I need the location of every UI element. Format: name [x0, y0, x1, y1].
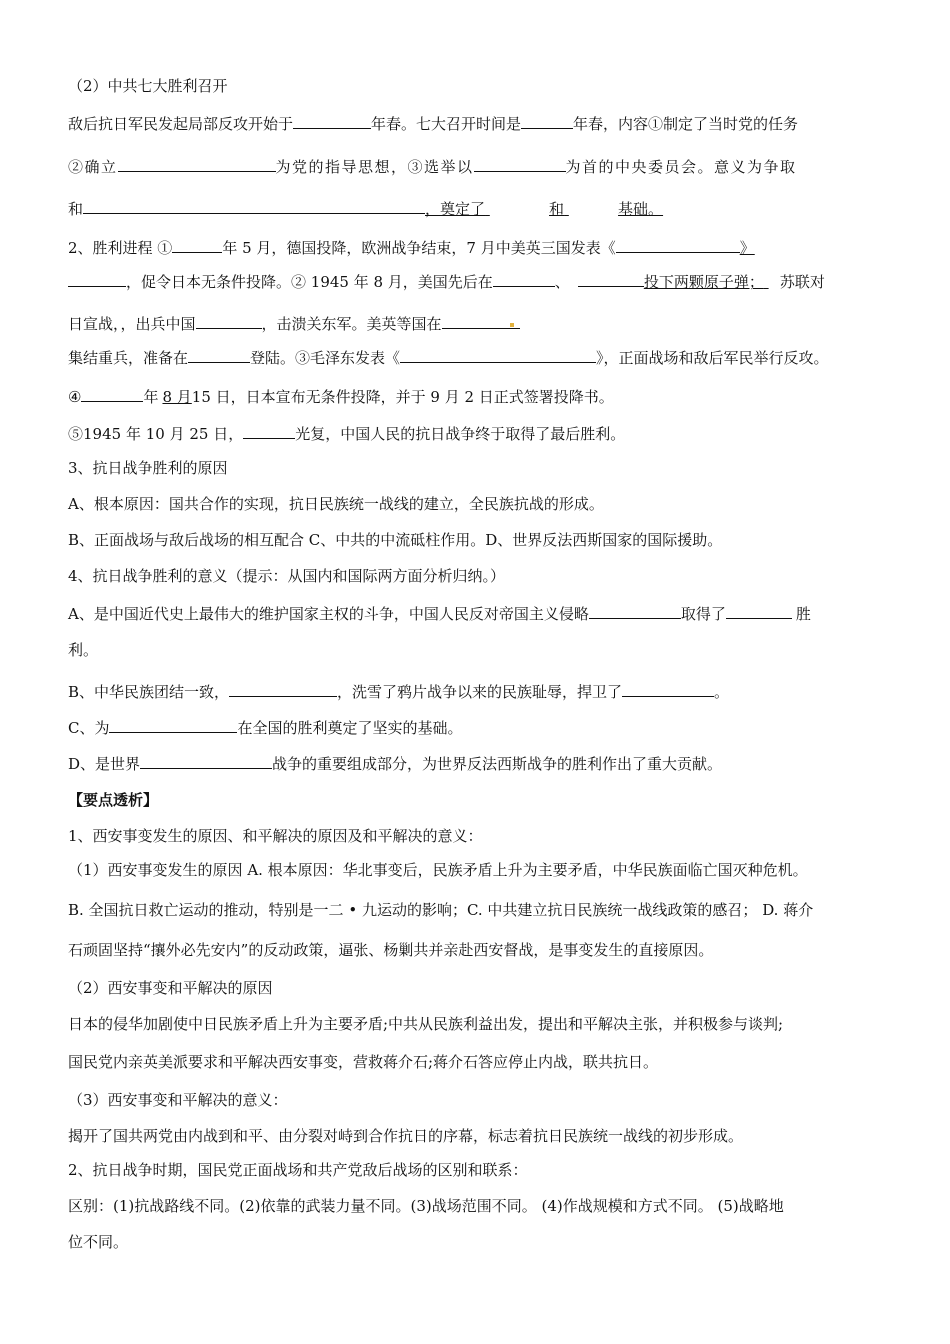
- heading-victory-reasons: 3、抗日战争胜利的原因: [68, 459, 228, 477]
- blank-germany-year[interactable]: [172, 236, 222, 253]
- line-victory-process: 2、胜利进程 ① 年 5 月，德国投降，欧洲战争结束，7 月中美英三国发表《 》: [68, 236, 888, 258]
- significance-a-cont: 利。: [68, 641, 99, 659]
- blank-region[interactable]: [196, 312, 262, 329]
- blank-mao-article[interactable]: [400, 346, 596, 363]
- marker-dot: [510, 323, 514, 327]
- blank-declaration-cont[interactable]: [68, 270, 126, 287]
- battlefield-differences: 区别：(1)抗战路线不同。(2)依靠的武装力量不同。(3)战场范围不同。 (4)作战规模和方式不同。 (5)战略地: [68, 1197, 784, 1215]
- significance-a: A、是中国近代史上最伟大的维护国家主权的斗争，中国人民反对帝国主义侵略 取得了 胜: [68, 602, 888, 624]
- blank-gathering-place[interactable]: [442, 312, 520, 329]
- blank-recovered-place[interactable]: [243, 422, 295, 439]
- line-atomic-bombs: ，促令日本无条件投降。② 1945 年 8 月，美国先后在 、 投下两颗原子弹； 苏联对: [68, 270, 888, 292]
- line-mao-statement: 集结重兵，准备在 登陆。③毛泽东发表《 》，正面战场和敌后军民举行反攻。: [68, 346, 888, 368]
- battlefield-differences-cont: 位不同。: [68, 1233, 129, 1251]
- blank-city-two[interactable]: [578, 270, 644, 287]
- resolution-reason-2: 国民党内亲英美派要求和平解决西安事变，营救蒋介石;蒋介石答应停止内战，联共抗日。: [68, 1053, 659, 1071]
- line-soviet-war: 日宣战，，出兵中国 ，击溃关东军。美英等国在: [68, 312, 888, 334]
- blank-defended[interactable]: [622, 680, 714, 697]
- blank-world-war[interactable]: [140, 752, 272, 769]
- blank-unity-result[interactable]: [229, 680, 337, 697]
- blank-counteroffensive-year[interactable]: [293, 112, 371, 129]
- line-guiding-thought: ②确立 为党的指导思想，③选举以 为首的中央委员会。意义为争取: [68, 155, 888, 177]
- line-counteroffensive: 敌后抗日军民发起局部反攻开始于 年春。七大召开时间是 年春，内容①制定了当时党的任务: [68, 112, 888, 134]
- reason-a: A、根本原因：国共合作的实现，抗日民族统一战线的建立，全民族抗战的形成。: [68, 495, 604, 513]
- xian-incident-causes-bc: B. 全国抗日救亡运动的推动，特别是一二 • 九运动的影响；C. 中共建立抗日民族统一战线政策的感召； D. 蒋介: [68, 901, 814, 919]
- heading-victory-significance: 4、抗日战争胜利的意义（提示：从国内和国际两方面分析归纳。）: [68, 567, 506, 585]
- blank-landing-place[interactable]: [188, 346, 250, 363]
- blank-first-time[interactable]: [589, 602, 681, 619]
- key-point-2: 2、抗日战争时期，国民党正面战场和共产党敌后战场的区别和联系：: [68, 1161, 528, 1179]
- key-point-1: 1、西安事变发生的原因、和平解决的原因及和平解决的意义：: [68, 827, 483, 845]
- blank-guiding-thought[interactable]: [118, 155, 276, 172]
- line-taiwan-recovery: ⑤1945 年 10 月 25 日， 光复，中国人民的抗日战争终于取得了最后胜利。: [68, 422, 888, 444]
- heading-resolution-significance: （3）西安事变和平解决的意义：: [68, 1091, 288, 1109]
- blank-declaration[interactable]: [616, 236, 740, 253]
- blank-leader[interactable]: [474, 155, 566, 172]
- blank-complete-victory[interactable]: [726, 602, 792, 619]
- significance-b: B、中华民族团结一致， ，洗雪了鸦片战争以来的民族耻辱，捍卫了 。: [68, 680, 888, 702]
- heading-peaceful-resolution: （2）西安事变和平解决的原因: [68, 979, 273, 997]
- resolution-reason-1: 日本的侵华加剧使中日民族矛盾上升为主要矛盾;中共从民族利益出发，提出和平解决主张，并积极参与谈判;: [68, 1015, 784, 1033]
- blank-surrender-year[interactable]: [81, 385, 143, 402]
- heading-seventh-congress: （2）中共七大胜利召开: [68, 77, 228, 95]
- blank-city-one[interactable]: [493, 270, 555, 287]
- xian-incident-causes-d: 石顽固坚持“攘外必先安内”的反动政策，逼张、杨剿共并亲赴西安督战，是事变发生的直接原因。: [68, 941, 714, 959]
- blank-significance[interactable]: [83, 197, 425, 214]
- line-japan-surrender: ④ 年 8 月15 日，日本宣布无条件投降，并于 9 月 2 日正式签署投降书。: [68, 385, 888, 407]
- reason-bcd: B、正面战场与敌后战场的相互配合 C、中共的中流砥柱作用。D、世界反法西斯国家的国际援助。: [68, 531, 723, 549]
- resolution-significance: 揭开了国共两党由内战到和平、由分裂对峙到合作抗日的序幕，标志着抗日民族统一战线的初步形成。: [68, 1127, 744, 1145]
- significance-c: C、为 在全国的胜利奠定了坚实的基础。: [68, 716, 888, 738]
- section-heading-key-points: 【要点透析】: [68, 791, 159, 809]
- xian-incident-causes: （1）西安事变发生的原因 A. 根本原因：华北事变后，民族矛盾上升为主要矛盾，中华民族面临亡国灭种危机。: [68, 861, 808, 879]
- significance-d: D、是世界 战争的重要组成部分，为世界反法西斯战争的胜利作出了重大贡献。: [68, 752, 888, 774]
- line-significance: 和 ，奠定了 和 基础。: [68, 197, 888, 219]
- blank-congress-year[interactable]: [521, 112, 573, 129]
- blank-foundation-for[interactable]: [109, 716, 237, 733]
